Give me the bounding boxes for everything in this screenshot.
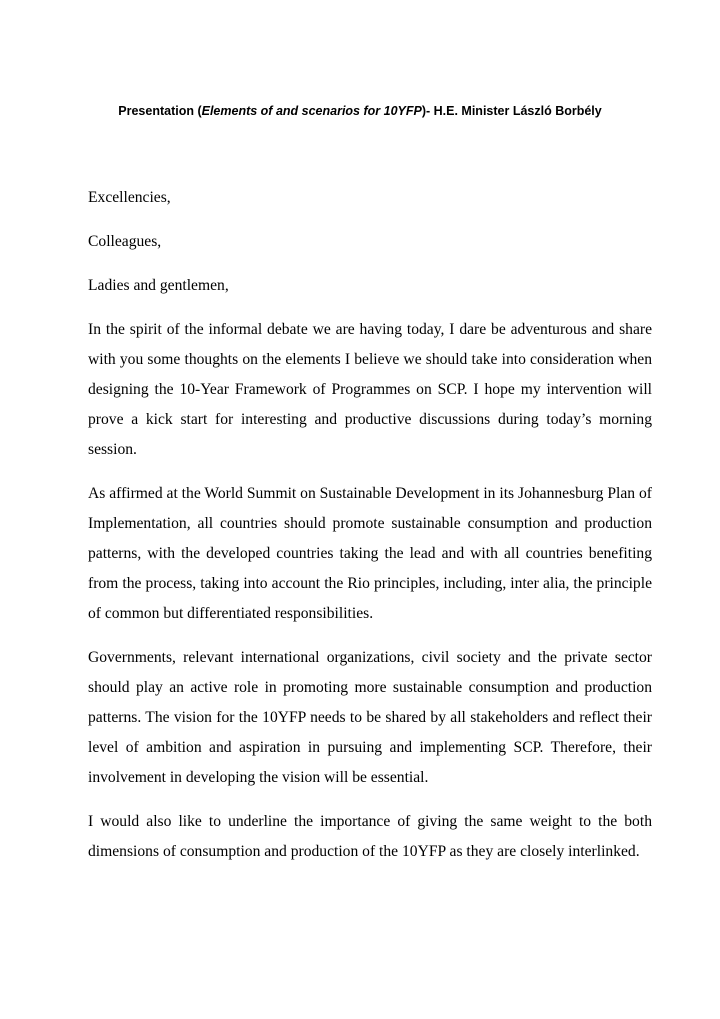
title-suffix: )- H.E. Minister László Borbély bbox=[421, 104, 602, 118]
salutation-excellencies: Excellencies, bbox=[88, 189, 171, 206]
document-title bbox=[0, 104, 720, 118]
paragraph-governments: Governments, relevant international organizations, civil society and the private sector should play an active role in promoting more sustainable consumption and production patterns. The vision for the 10YFP needs to be shared by all stakeholders and reflect their level of ambition and aspiration in pursuing and implementing SCP. Therefore, their involvement in developing the vision will be essential. bbox=[88, 649, 652, 786]
salutation-ladies-gentlemen: Ladies and gentlemen, bbox=[88, 277, 229, 294]
title-prefix: Presentation ( bbox=[118, 104, 202, 118]
salutation-colleagues: Colleagues, bbox=[88, 233, 162, 250]
paragraph-informal-debate: In the spirit of the informal debate we are having today, I dare be adventurous and share with you some thoughts on the elements I believe we should take into consideration when designing the 10-Year Framework of Programmes on SCP. I hope my intervention will prove a kick start for interesting and productive discussions during today’s morning session. bbox=[88, 321, 652, 458]
title-italic: Elements of and scenarios for 10YFP bbox=[201, 104, 422, 118]
paragraph-world-summit: As affirmed at the World Summit on Sustainable Development in its Johannesburg Plan of Implementation, all countries should promote sustainable consumption and production patterns, with the developed countries taking the lead and with all countries benefiting from the process, taking into account the Rio principles, including, inter alia, the principle of common but differentiated responsibilities. bbox=[88, 485, 652, 622]
paragraph-consumption-production: I would also like to underline the importance of giving the same weight to the both dimensions of consumption and production of the 10YFP as they are closely interlinked. bbox=[88, 813, 652, 860]
document-body bbox=[88, 183, 652, 881]
